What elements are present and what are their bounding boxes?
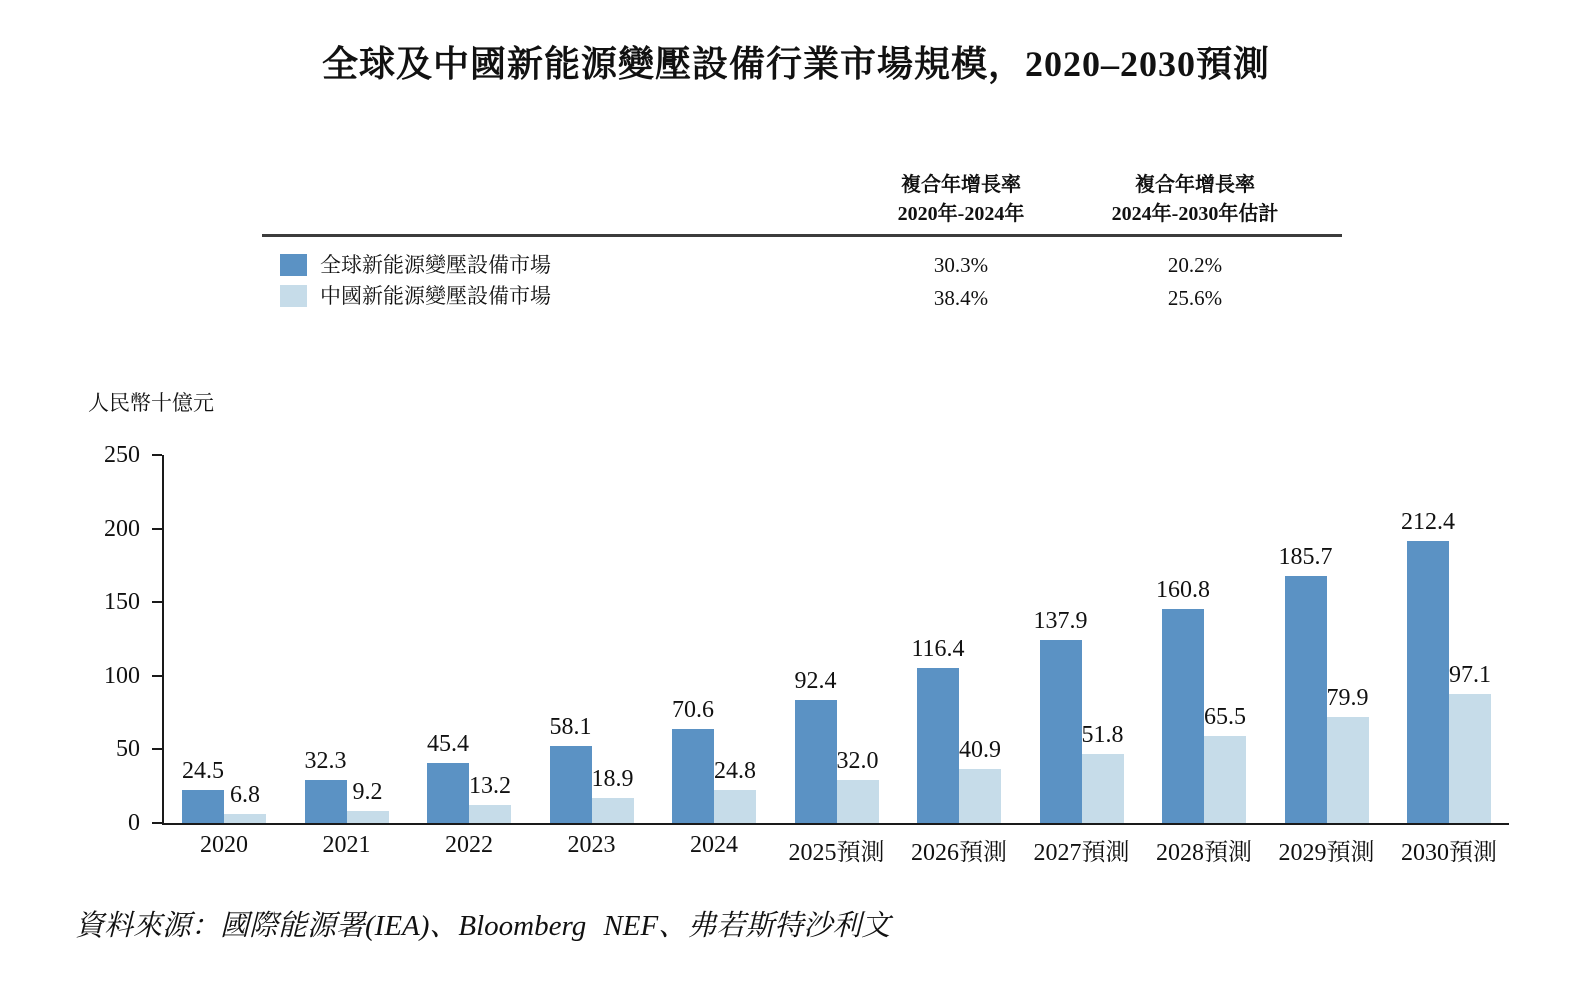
bar-group [911, 636, 1007, 866]
x-axis-label: 2027預測 [1033, 840, 1130, 866]
bar-value-label: 79.9 [1326, 684, 1369, 711]
bar-value-label: 32.0 [836, 748, 879, 775]
bar-global [911, 636, 965, 823]
chart-title: 全球及中國新能源變壓設備行業市場規模，2020–2030預測 [321, 44, 1270, 84]
cagr-header-2024-2030 [1075, 171, 1315, 229]
bar-group [1401, 508, 1497, 866]
source-note: 資料來源：國際能源署(IEA)、Bloomberg NEF、弗若斯特沙利文 [75, 910, 891, 942]
bar-group [1278, 544, 1375, 866]
bar-china [1449, 661, 1491, 823]
bar-global [672, 697, 714, 823]
y-axis-unit-label: 人民幣十億元 [88, 391, 214, 415]
bar-value-label: 137.9 [1033, 607, 1088, 634]
bar-china [591, 765, 634, 823]
bar-value-label: 24.5 [182, 758, 224, 785]
bar-global [1401, 508, 1455, 823]
bar-value-label: 212.4 [1401, 508, 1455, 535]
cagr-header-line1: 複合年增長率 [1135, 174, 1255, 196]
x-axis-label: 2023 [567, 832, 616, 858]
y-tick-label: 150 [104, 589, 140, 616]
bars-row [164, 455, 1509, 866]
bar-global [1156, 577, 1210, 823]
cagr-header-line2: 2020年-2024年 [897, 203, 1025, 225]
x-axis-label: 2024 [690, 832, 738, 858]
y-tick-label: 250 [104, 442, 140, 468]
bar-china [959, 736, 1001, 823]
y-tick [152, 528, 162, 530]
bar-value-label: 65.5 [1204, 703, 1246, 730]
bar-group [304, 748, 389, 858]
bar-value-label: 32.3 [304, 748, 347, 775]
cagr-header-2020-2024 [841, 171, 1081, 229]
bar-value-label: 6.8 [230, 781, 260, 808]
y-tick [152, 454, 162, 456]
y-tick [152, 748, 162, 750]
bar-china [469, 773, 511, 823]
bar-global [1278, 544, 1333, 823]
bar-china [1081, 722, 1124, 823]
y-tick-label: 0 [128, 810, 140, 836]
x-axis-label: 2026預測 [911, 840, 1007, 866]
cagr-value-global-2020-2024: 30.3% [933, 253, 989, 277]
bar-group [549, 713, 634, 858]
y-tick [152, 822, 162, 824]
legend-label-china: 中國新能源變壓設備市場 [320, 284, 551, 308]
x-axis-label: 2030預測 [1401, 840, 1497, 866]
bar-global [549, 713, 592, 823]
legend-label-global: 全球新能源變壓設備市場 [320, 253, 551, 277]
table-divider [262, 234, 1342, 237]
bar-group [1156, 577, 1252, 866]
bar-global [794, 668, 837, 823]
bar-global [427, 730, 469, 823]
bar-global [1033, 607, 1088, 823]
bar-value-label: 58.1 [549, 713, 592, 740]
bar-value-label: 116.4 [911, 636, 965, 663]
bar-value-label: 9.2 [352, 778, 383, 805]
x-axis-label: 2029預測 [1278, 840, 1375, 866]
bar-china [714, 758, 756, 823]
cagr-value-global-2024-2030: 20.2% [1167, 253, 1223, 277]
x-axis-label: 2021 [322, 832, 371, 858]
bar-group [182, 758, 266, 858]
bar-value-label: 92.4 [794, 668, 837, 695]
cagr-value-china-2020-2024: 38.4% [933, 286, 989, 310]
bar-china [836, 748, 879, 823]
bar-china [1204, 703, 1246, 823]
cagr-header-line1: 複合年增長率 [901, 174, 1021, 196]
bar-value-label: 70.6 [672, 697, 714, 724]
y-tick-label: 50 [116, 736, 140, 763]
bar-value-label: 40.9 [959, 736, 1001, 763]
bar-china [347, 778, 389, 823]
bar-china [1326, 684, 1369, 823]
y-tick [152, 601, 162, 603]
bar-value-label: 13.2 [469, 773, 511, 800]
bar-value-label: 51.8 [1081, 722, 1124, 749]
bar-global [304, 748, 347, 823]
cagr-header-line2: 2024年-2030年估計 [1111, 203, 1279, 225]
y-tick [152, 675, 162, 677]
bar-value-label: 45.4 [427, 730, 469, 757]
y-tick-label: 200 [104, 515, 140, 542]
x-axis-label: 2020 [200, 832, 248, 858]
y-tick-label: 100 [104, 662, 140, 689]
x-axis-label: 2025預測 [788, 840, 885, 866]
bar-value-label: 18.9 [591, 765, 634, 792]
bar-china [224, 781, 266, 823]
cagr-value-china-2024-2030: 25.6% [1167, 286, 1223, 310]
bar-global [182, 758, 224, 823]
legend-swatch-china [280, 285, 307, 307]
bar-value-label: 160.8 [1156, 577, 1210, 604]
bar-value-label: 97.1 [1449, 661, 1491, 688]
x-axis-label: 2022 [445, 832, 493, 858]
legend-swatch-global [280, 254, 307, 276]
bar-value-label: 24.8 [714, 758, 756, 785]
bar-group [672, 697, 756, 858]
bar-value-label: 185.7 [1278, 544, 1333, 571]
bar-group [1033, 607, 1130, 866]
plot-area [104, 442, 1509, 866]
bar-group [788, 668, 885, 866]
x-axis-label: 2028預測 [1156, 840, 1252, 866]
bar-group [427, 730, 511, 858]
